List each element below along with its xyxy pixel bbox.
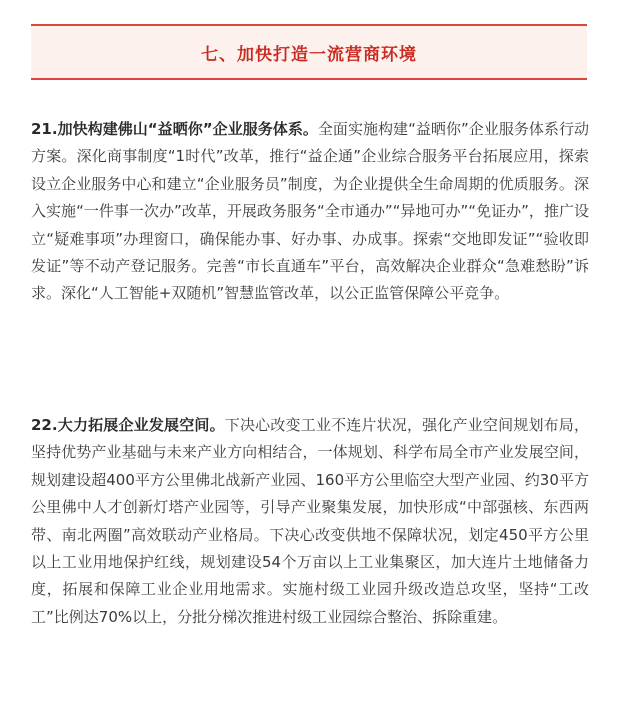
section-title: 七、加快打造一流营商环境 (201, 44, 417, 65)
article-body: 全面实施构建“益晒你”企业服务体系行动方案。深化商事制度“1时代”改革，推行“益企通”企业综合服务平台拓展应用，探索设立企业服务中心和建立“企业服务员”制度，为企业提供全生命周期的优质服务。深入实施“一件事一次办”改革，开展政务服务“全市通办”“异地可办”“免证办”，推广设立“疑难事项”办理窗口，确保能办事、好办事、办成事。探索“交地即发证”“验收即发证”等不动产登记服务。完善“市长直通车”平台，高效解决企业群众“急难愁盼”诉求。深化“人工智能+双随机”智慧监管改革，以公正监管保障公平竞争。 (31, 120, 589, 303)
article-body: 下决心改变工业不连片状况，强化产业空间规划布局，坚持优势产业基础与未来产业方向相结合，一体规划、科学布局全市产业发展空间，规划建设超400平方公里佛北战新产业园、160平方公里临空大型产业园、约30平方公里佛中人才创新灯塔产业园等，引导产业聚集发展，加快形成“中部强核、东西两带、南北两圈”高效联动产业格局。下决心改变供地不保障状况，划定450平方公里以上工业用地保护红线，规划建设54个万亩以上工业集聚区，加大连片土地储备力度，拓展和保障工业企业用地需求。实施村级工业园升级改造总攻坚，坚持“工改工”比例达70%以上，分批分梯次推进村级工业园综合整治、拆除重建。 (31, 416, 589, 626)
article-heading: 21.加快构建佛山“益晒你”企业服务体系。 (31, 120, 318, 138)
article-22 (31, 412, 589, 631)
section-banner (31, 24, 587, 80)
article-heading: 22.大力拓展企业发展空间。 (31, 416, 225, 434)
article-21 (31, 116, 589, 308)
